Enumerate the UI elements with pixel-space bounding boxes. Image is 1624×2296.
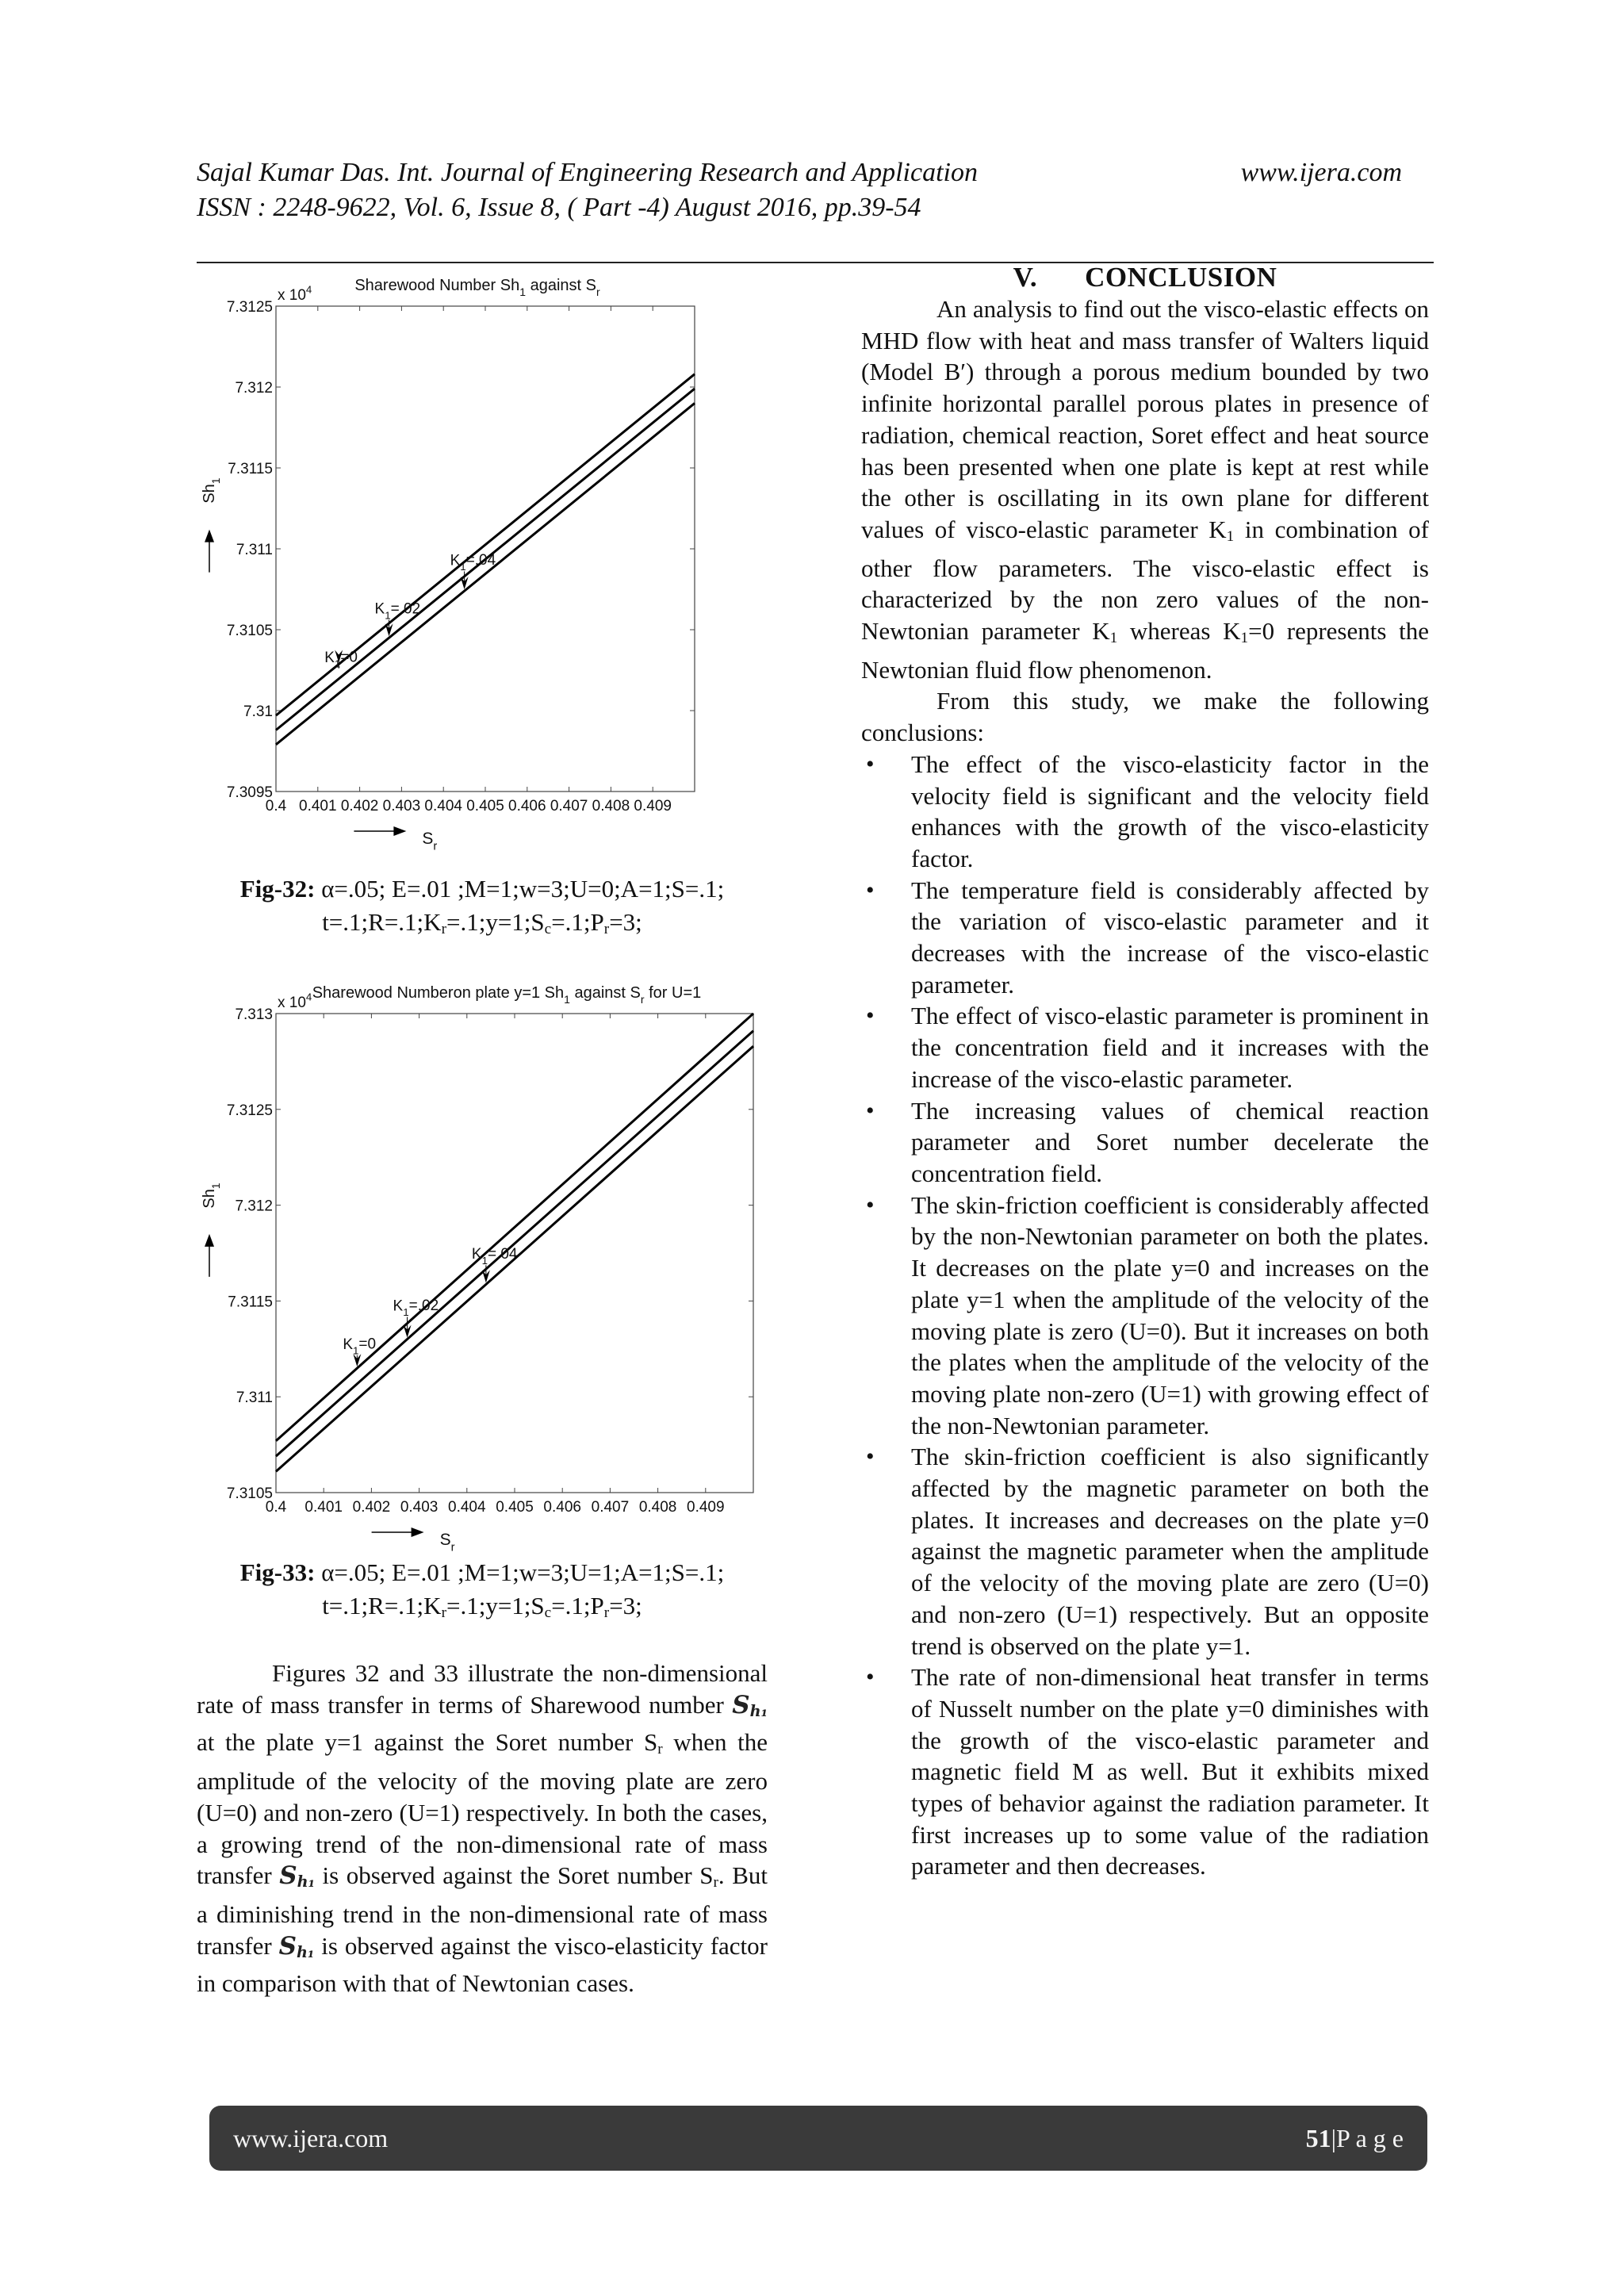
arrowhead — [205, 1234, 214, 1247]
plot-frame — [276, 306, 695, 792]
figure-32-label: Fig-32: — [239, 875, 316, 903]
x-tick-label: 0.4 — [265, 1499, 287, 1516]
series-line-k1-0 — [276, 1014, 753, 1441]
x-tick-label: 0.401 — [299, 798, 337, 815]
series-line-k1-04 — [276, 403, 695, 744]
x-tick-label: 0.409 — [687, 1499, 725, 1516]
x-tick-label: 0.405 — [466, 798, 504, 815]
x-axis-label: $S_r$ — [422, 830, 438, 853]
x-tick-label: 0.407 — [591, 1499, 630, 1516]
annotation-label: $K_1=0$ — [343, 1336, 377, 1357]
figure-33-chart — [197, 969, 768, 1572]
y-tick-label: 7.3115 — [228, 461, 273, 477]
footer-url[interactable]: www.ijera.com — [233, 2123, 389, 2152]
header-issn: ISSN : 2248-9622, Vol. 6, Issue 8, ( Part -4) August 2016, pp.39-54 — [197, 193, 921, 222]
list-item: • The increasing values of chemical reaction parameter and Soret number decelerate the concentration field. — [861, 1095, 1429, 1190]
x-tick-label: 0.402 — [352, 1499, 391, 1516]
annotation-label: $K_1=.02$ — [374, 600, 421, 622]
annotation-label: $K_1=.04$ — [471, 1245, 518, 1267]
y-tick-label: 7.3105 — [226, 623, 273, 639]
x-tick-label: 0.403 — [382, 798, 421, 815]
figures-discussion: Figures 32 and 33 illustrate the non-dimensional rate of mass transfer in terms of Sharewood number $S_{h_1}$ at the plate y=1 against the Soret number $S_r$ when the amplitude of the velocity of the moving plate are zero (U=0) and non-zero (U=1) respectively. In both the cases, a growing trend of the non-dimensional rate of mass transfer $S_{h_1}$ is observed against the Soret number $S_r$. But a diminishing trend in the non-dimensional rate of mass transfer $S_{h_1}$ is observed against the visco-elasticity factor in comparison with that of Newtonian cases. — [197, 1659, 768, 1998]
list-item: • The rate of non-dimensional heat transfer in terms of Nusselt number on the plate y=0 diminishes with the growth of the visco-elastic parameter and magnetic field M as well. But it exhibits mixed types of behavior against the radiation parameter. It first increases up to some value of the radiation parameter and then decreases. — [861, 1662, 1429, 1882]
annotation-label: $K_1=.04$ — [450, 552, 496, 573]
list-item: • The temperature field is considerably affected by the variation of visco-elastic parameter and it decreases with the increase of the visco-elastic parameter. — [861, 875, 1429, 1001]
sharewood-symbol: $S_{h_1}$ — [279, 1861, 315, 1892]
y-tick-label: 7.311 — [236, 1389, 273, 1407]
x-axis-label: $S_r$ — [439, 1531, 455, 1554]
y-tick-label: 7.311 — [236, 542, 273, 558]
conclusion-section — [861, 262, 1429, 1882]
list-item: • The skin-friction coefficient is also significantly affected by the magnetic parameter on both the plates. It increases and decreases on the plate y=0 against the magnetic parameter when the amplitude of the velocity of the moving plate are zero (U=0) and non-zero (U=1) respectively. But an opposite trend is observed on the plate y=1. — [861, 1441, 1429, 1662]
arrowhead — [393, 826, 406, 836]
y-tick-label: 7.3125 — [226, 1102, 273, 1119]
y-tick-label: 7.31 — [243, 703, 273, 720]
y-tick-label: 7.312 — [235, 1198, 273, 1215]
conclusion-list — [861, 749, 1429, 1882]
y-axis-label: $Sh_1$ — [201, 477, 222, 504]
y-axis-label: $Sh_1$ — [201, 1182, 222, 1209]
section-heading: V. CONCLUSION — [1013, 262, 1277, 293]
figure-32-caption: Fig-32: α=.05; E=.01 ;M=1;w=3;U=0;A=1;S=.1; $t=.1;R=.1;K_r=.1;y=1;S_c=.1;P_r=3$; — [239, 875, 725, 937]
header-url[interactable]: www.ijera.com — [1240, 158, 1402, 187]
y-tick-label: 7.312 — [235, 380, 273, 397]
figure-32-chart — [197, 266, 768, 869]
x-tick-label: 0.405 — [496, 1499, 534, 1516]
x-tick-label: 0.402 — [340, 798, 379, 815]
header-citation: Sajal Kumar Das. Int. Journal of Engineering Research and Application — [197, 158, 978, 187]
figure-33-caption: Fig-33: α=.05; E=.01 ;M=1;w=3;U=1;A=1;S=.1; $t=.1;R=.1;K_r=.1;y=1;S_c=.1;P_r=3$; — [239, 1558, 725, 1621]
annotation-label: $K_1=0$ — [324, 649, 358, 670]
y-tick-label: 7.3115 — [228, 1294, 273, 1311]
x-tick-label: 0.406 — [508, 798, 546, 815]
x-tick-label: 0.407 — [550, 798, 588, 815]
list-item: • The effect of the visco-elasticity factor in the velocity field is significant and the velocity field enhances with the growth of the visco-elasticity factor. — [861, 749, 1429, 875]
x-tick-label: 0.404 — [448, 1499, 486, 1516]
running-header — [197, 155, 1402, 225]
chart-title: Sharewood Number $Sh_1$ against $S_r$ — [354, 277, 600, 298]
page-footer — [209, 2106, 1427, 2171]
x-tick-label: 0.408 — [638, 1499, 677, 1516]
annotation-label: $K_1=.02$ — [393, 1297, 439, 1319]
y-tick-label: 7.3105 — [226, 1485, 273, 1502]
x-tick-label: 0.404 — [424, 798, 462, 815]
x-tick-label: 0.406 — [543, 1499, 581, 1516]
series-line-k1-02 — [276, 1031, 753, 1456]
conclusion-intro: An analysis to find out the visco-elastic effects on MHD flow with heat and mass transfer of Walters liquid (Model B′) through a porous medium bounded by two infinite horizontal parallel porous plates in presence of radiation, chemical reaction, Soret effect and heat source has been presented when one plate is kept at rest while the other is oscillating in its own plane for different values of visco-elastic parameter $K_1$ in combination of other flow parameters. The visco-elastic effect is characterized by the non zero values of the non-Newtonian parameter $K_1$ whereas $K_1=0$ represents the Newtonian fluid flow phenomenon. From this study, we make the following conclusions: — [861, 293, 1429, 749]
figure-33-label: Fig-33: — [239, 1558, 316, 1586]
x-tick-label: 0.409 — [634, 798, 672, 815]
arrowhead — [205, 530, 214, 542]
conclusion-lead: From this study, we make the following conclusions: — [861, 687, 1429, 747]
x-tick-label: 0.4 — [265, 798, 287, 815]
list-item: • The effect of visco-elastic parameter is prominent in the concentration field and it increases with the increase of the visco-elastic parameter. — [861, 1000, 1429, 1094]
axis-multiplier: x $10^4$ — [278, 991, 312, 1011]
chart-title: Sharewood Numberon plate y=1 $Sh_1$ against $S_r$ for U=1 — [312, 984, 702, 1006]
arrowhead — [412, 1527, 424, 1537]
sharewood-symbol: $S_{h_1}$ — [278, 1931, 315, 1961]
sharewood-symbol: $S_{h_1}$ — [732, 1690, 768, 1720]
y-tick-label: 7.3125 — [226, 299, 273, 316]
y-tick-label: 7.313 — [235, 1006, 273, 1023]
x-tick-label: 0.403 — [400, 1499, 439, 1516]
list-item: • The skin-friction coefficient is considerably affected by the non-Newtonian parameter on both the plates. It decreases on the plate y=0 and increases on the plate y=1 when the amplitude of the velocity of the moving plate is zero (U=0). But it increases on both the plates when the amplitude of the velocity of the moving plate non-zero (U=1) with growing effect of the non-Newtonian parameter. — [861, 1190, 1429, 1442]
y-tick-label: 7.3095 — [226, 784, 273, 801]
page-number: 51|P a g e — [1305, 2123, 1404, 2152]
x-tick-label: 0.408 — [592, 798, 630, 815]
x-tick-label: 0.401 — [304, 1499, 343, 1516]
axis-multiplier: x $10^4$ — [278, 283, 312, 304]
